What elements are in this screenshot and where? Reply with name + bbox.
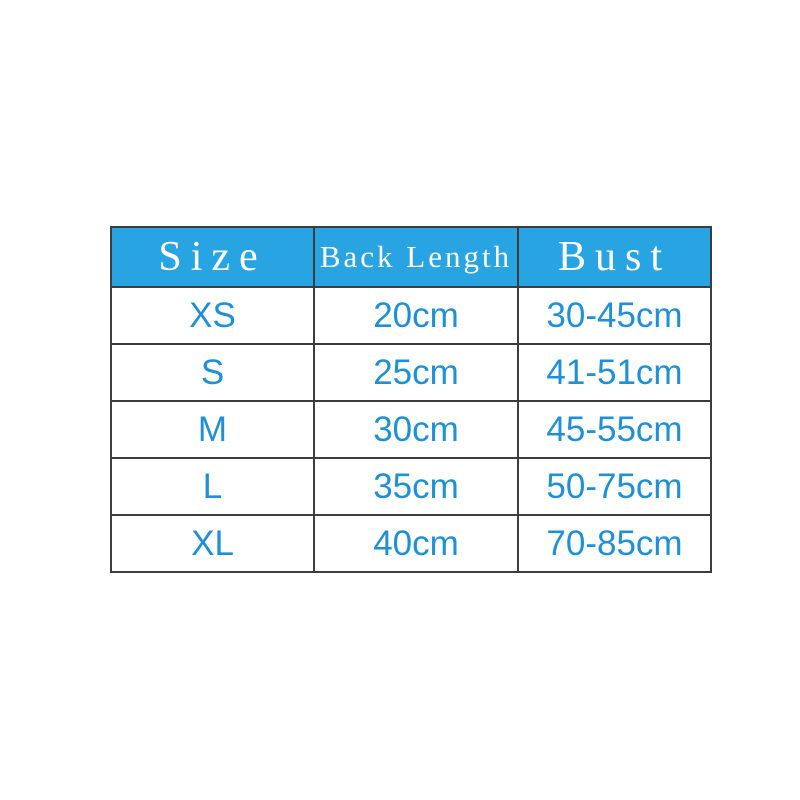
cell-size: M [111,401,314,458]
cell-size: S [111,344,314,401]
cell-bust: 70-85cm [518,515,711,572]
column-header-bust: Bust [518,227,711,287]
cell-bust: 41-51cm [518,344,711,401]
cell-size: XL [111,515,314,572]
cell-bust: 45-55cm [518,401,711,458]
cell-back-length: 30cm [314,401,518,458]
column-header-size: Size [111,227,314,287]
cell-back-length: 20cm [314,287,518,344]
cell-size: XS [111,287,314,344]
cell-bust: 50-75cm [518,458,711,515]
size-chart-table [110,226,712,573]
cell-size: L [111,458,314,515]
table-row-l [111,458,711,515]
table-row-xs [111,287,711,344]
cell-bust: 30-45cm [518,287,711,344]
column-header-back-length: Back Length [314,227,518,287]
cell-back-length: 40cm [314,515,518,572]
table-row-s [111,344,711,401]
table-header-row [111,227,711,287]
cell-back-length: 25cm [314,344,518,401]
cell-back-length: 35cm [314,458,518,515]
table-row-m [111,401,711,458]
table-row-xl [111,515,711,572]
